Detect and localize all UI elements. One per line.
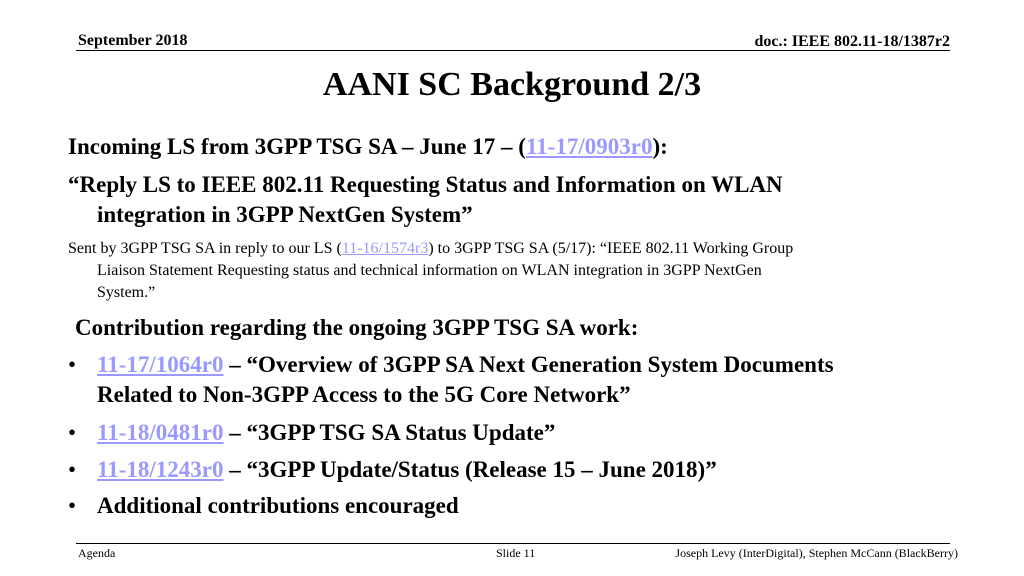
sent-prefix: Sent by 3GPP TSG SA in reply to our LS ( (68, 240, 342, 257)
reply-line-1: “Reply LS to IEEE 802.11 Requesting Status and Information on WLAN (68, 172, 783, 197)
footer-left: Agenda (78, 546, 116, 560)
list-item-text: – “Overview of 3GPP SA Next Generation System Documents (223, 352, 834, 377)
header-doc-id: doc.: IEEE 802.11-18/1387r2 (754, 33, 950, 50)
header-divider (76, 50, 950, 51)
sent-by-paragraph (68, 238, 958, 304)
list-item-text: – “3GPP Update/Status (Release 15 – June 2018)” (223, 457, 717, 482)
bullet-icon: • (68, 493, 77, 518)
incoming-suffix: ): (652, 134, 668, 159)
bullet-icon: • (68, 420, 77, 445)
incoming-prefix: Incoming LS from 3GPP TSG SA – June 17 – ( (68, 134, 526, 159)
contribution-link[interactable]: 11-18/0481r0 (97, 420, 224, 445)
reply-line-2: integration in 3GPP NextGen System” (97, 202, 473, 227)
list-item-text-line-2: Related to Non-3GPP Access to the 5G Core Network” (97, 382, 631, 407)
sent-line-2: Liaison Statement Requesting status and technical information on WLAN integration in 3GPP NextGen (97, 262, 762, 279)
footer-divider (76, 543, 950, 544)
bullet-icon: • (68, 457, 77, 482)
reply-ls-title (68, 170, 958, 230)
contribution-heading: Contribution regarding the ongoing 3GPP TSG SA work: (75, 315, 639, 340)
list-item (68, 418, 957, 448)
contribution-link[interactable]: 11-17/1064r0 (97, 352, 224, 377)
list-item (68, 491, 957, 521)
sent-line-3: System.” (97, 284, 156, 301)
header-date: September 2018 (78, 32, 188, 49)
footer-slide-number: Slide 11 (496, 546, 536, 560)
sent-suffix: ) to 3GPP TSG SA (5/17): “IEEE 802.11 Working Group (428, 240, 794, 257)
incoming-ls-line (68, 132, 668, 162)
footer-authors: Joseph Levy (InterDigital), Stephen McCann (BlackBerry) (675, 546, 958, 560)
incoming-doc-link[interactable]: 11-17/0903r0 (525, 134, 653, 159)
sent-doc-link[interactable]: 11-16/1574r3 (341, 240, 429, 257)
slide-title: AANI SC Background 2/3 (322, 66, 702, 103)
list-item-text: – “3GPP TSG SA Status Update” (223, 420, 556, 445)
contribution-link[interactable]: 11-18/1243r0 (97, 457, 224, 482)
list-item-text: Additional contributions encouraged (97, 493, 459, 518)
bullet-icon: • (68, 352, 77, 377)
list-item (68, 350, 957, 410)
list-item (68, 455, 957, 485)
